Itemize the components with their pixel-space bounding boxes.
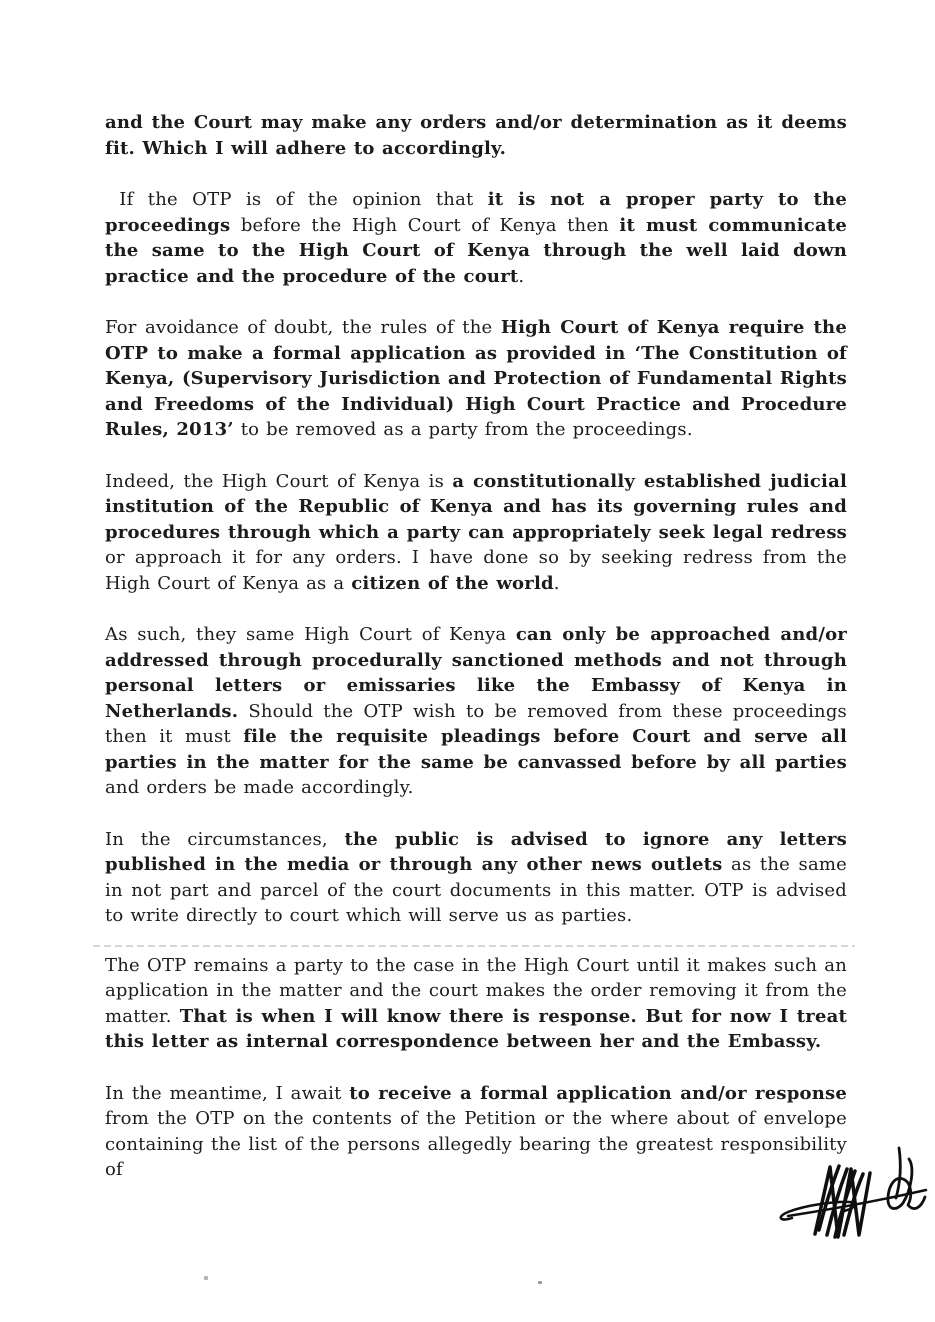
- paragraph-5: [105, 622, 847, 801]
- bold-text-run: and the Court may make any orders and/or determination as it deems fit. Which I will adhere to accordingly.: [105, 112, 847, 159]
- text-run: .: [553, 572, 560, 594]
- text-run: to be removed as a party from the proceedings.: [233, 419, 693, 440]
- bold-text-run: citizen of the world: [351, 572, 554, 594]
- bold-text-run: a constitutionally established judicial institution of the Republic of Kenya and has its governing rules and procedures through which a party can appropriately seek legal redress: [105, 470, 847, 543]
- bold-text-run: to receive a formal application and/or response: [349, 1082, 847, 1104]
- scan-speck: [538, 1281, 542, 1284]
- bold-text-run: it is not a proper party to the proceedings: [105, 189, 847, 236]
- text-run: In the circumstances,: [105, 828, 345, 850]
- text-run: .: [518, 265, 525, 287]
- bold-text-run: High Court of Kenya require the OTP to make a formal application as provided in ‘The Constitution of Kenya, (Supervisory Jurisdiction and Protection of Fundamental Rights and Freedoms of the Individual) High Court Practice and Procedure Rules, 2013’: [105, 317, 847, 440]
- paragraph-3: [105, 315, 847, 443]
- signature-scribble-icon: [758, 1138, 935, 1250]
- paragraph-8: [105, 1081, 847, 1183]
- scan-speck: [204, 1276, 208, 1280]
- text-run: As such, they same High Court of Kenya: [105, 624, 516, 645]
- bold-text-run: it must communicate the same to the High Court of Kenya through the well laid down practice and the procedure of the court: [105, 214, 847, 287]
- text-run: or approach it for any orders. I have done so by seeking redress from the High Court of Kenya as a: [105, 547, 847, 594]
- paragraph-7: [105, 953, 847, 1055]
- bold-text-run: file the requisite pleadings before Court and serve all parties in the matter for the same be canvassed before by all parties: [105, 726, 848, 773]
- text-run: Should the OTP wish to be removed from these proceedings then it must: [105, 700, 847, 747]
- bold-text-run: the public is advised to ignore any letters published in the media or through any other news outlets: [105, 828, 848, 875]
- paragraph-6: [105, 827, 847, 929]
- paragraph-1: [105, 110, 847, 161]
- bold-text-run: can only be approached and/or addressed through procedurally sanctioned methods and not through personal letters or emissaries like the Embassy of Kenya in Netherlands.: [105, 624, 847, 722]
- text-run: The OTP remains a party to the case in the High Court until it makes such an application in the matter and the court makes the order removing it from the matter.: [105, 954, 847, 1027]
- text-run: from the OTP on the contents of the Petition or the where about of envelope containing the list of the persons allegedly bearing the greatest responsibility of: [105, 1108, 847, 1180]
- text-run: If the OTP is of the opinion that: [105, 189, 488, 210]
- text-run: and orders be made accordingly.: [105, 777, 414, 798]
- handwritten-signature: [758, 1138, 935, 1250]
- paragraph-2: [105, 187, 847, 289]
- text-run: Indeed, the High Court of Kenya is: [105, 470, 453, 492]
- paragraph-4: [105, 469, 847, 597]
- text-run: In the meantime, I await: [105, 1082, 350, 1104]
- scan-artifact-line: [93, 945, 855, 947]
- text-run: For avoidance of doubt, the rules of the: [105, 317, 501, 338]
- document-body: [105, 110, 847, 1209]
- bold-text-run: That is when I will know there is response. But for now I treat this letter as internal correspondence between her and the Embassy.: [105, 1005, 847, 1052]
- text-run: before the High Court of Kenya then: [230, 214, 620, 236]
- text-run: as the same in not part and parcel of the court documents in this matter. OTP is advised to write directly to court which will serve us as parties.: [105, 854, 847, 926]
